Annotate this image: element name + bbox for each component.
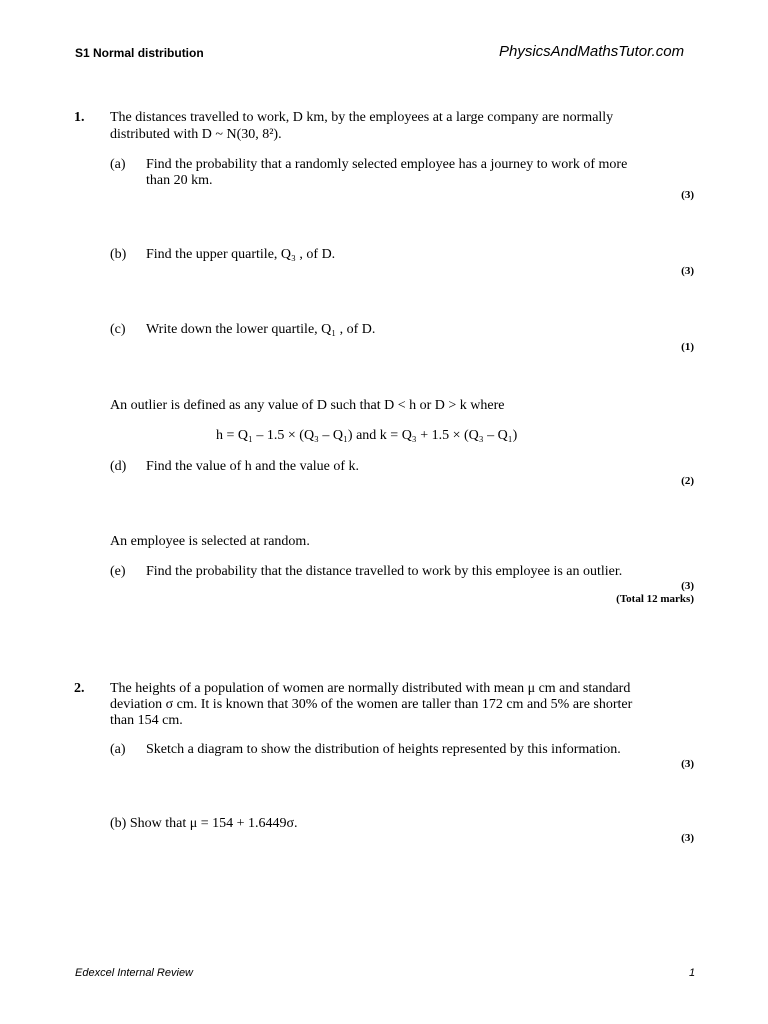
- q2-b-text: (b) Show that μ = 154 + 1.6449σ.: [110, 816, 298, 831]
- header-site: PhysicsAndMathsTutor.com: [499, 43, 685, 60]
- q1-a-line2: than 20 km.: [146, 173, 213, 188]
- header-title: S1 Normal distribution: [75, 46, 204, 60]
- q1-b-label: (b): [110, 247, 127, 262]
- q1-a-line1: Find the probability that a randomly selected employee has a journey to work of more: [146, 157, 628, 172]
- q1-b-text: Find the upper quartile, Q₃ , of D.: [146, 247, 336, 262]
- q1-outlier-formula: h = Q₁ – 1.5 × (Q₃ – Q₁) and k = Q₃ + 1.5 × (Q₃ – Q₁): [216, 428, 518, 443]
- q1-d-marks: (2): [681, 475, 694, 487]
- page-number: 1: [689, 967, 696, 979]
- q1-a-marks: (3): [681, 189, 694, 201]
- q1-d-label: (d): [110, 459, 127, 474]
- q2-a-text: Sketch a diagram to show the distribution of heights represented by this information.: [146, 742, 621, 757]
- q2-number: 2.: [74, 681, 85, 696]
- q1-e-text: Find the probability that the distance travelled to work by this employee is an outlier.: [146, 564, 623, 579]
- q1-e-marks: (3): [681, 580, 694, 592]
- q1-random-text: An employee is selected at random.: [110, 534, 310, 549]
- q1-c-marks: (1): [681, 341, 694, 353]
- q1-b-marks: (3): [681, 265, 694, 277]
- q2-a-marks: (3): [681, 758, 694, 770]
- q1-d-text: Find the value of h and the value of k.: [146, 459, 360, 474]
- q1-c-label: (c): [110, 322, 126, 337]
- footer-source: Edexcel Internal Review: [75, 967, 194, 979]
- q1-intro-line1: The distances travelled to work, D km, by the employees at a large company are normally: [110, 110, 614, 125]
- q1-e-label: (e): [110, 564, 126, 579]
- q2-intro-line1: The heights of a population of women are normally distributed with mean μ cm and standard: [110, 681, 631, 696]
- q1-intro-line2: distributed with D ~ N(30, 8²).: [110, 127, 282, 142]
- q2-intro-line2: deviation σ cm. It is known that 30% of the women are taller than 172 cm and 5% are shorter: [110, 697, 633, 712]
- q1-a-label: (a): [110, 157, 126, 172]
- q1-total-marks: (Total 12 marks): [616, 593, 694, 605]
- q2-a-label: (a): [110, 742, 126, 757]
- q1-outlier-definition: An outlier is defined as any value of D such that D < h or D > k where: [110, 398, 505, 413]
- q1-c-text: Write down the lower quartile, Q₁ , of D.: [146, 322, 376, 337]
- q1-number: 1.: [74, 110, 85, 125]
- q2-b-marks: (3): [681, 832, 694, 844]
- q2-intro-line3: than 154 cm.: [110, 713, 183, 728]
